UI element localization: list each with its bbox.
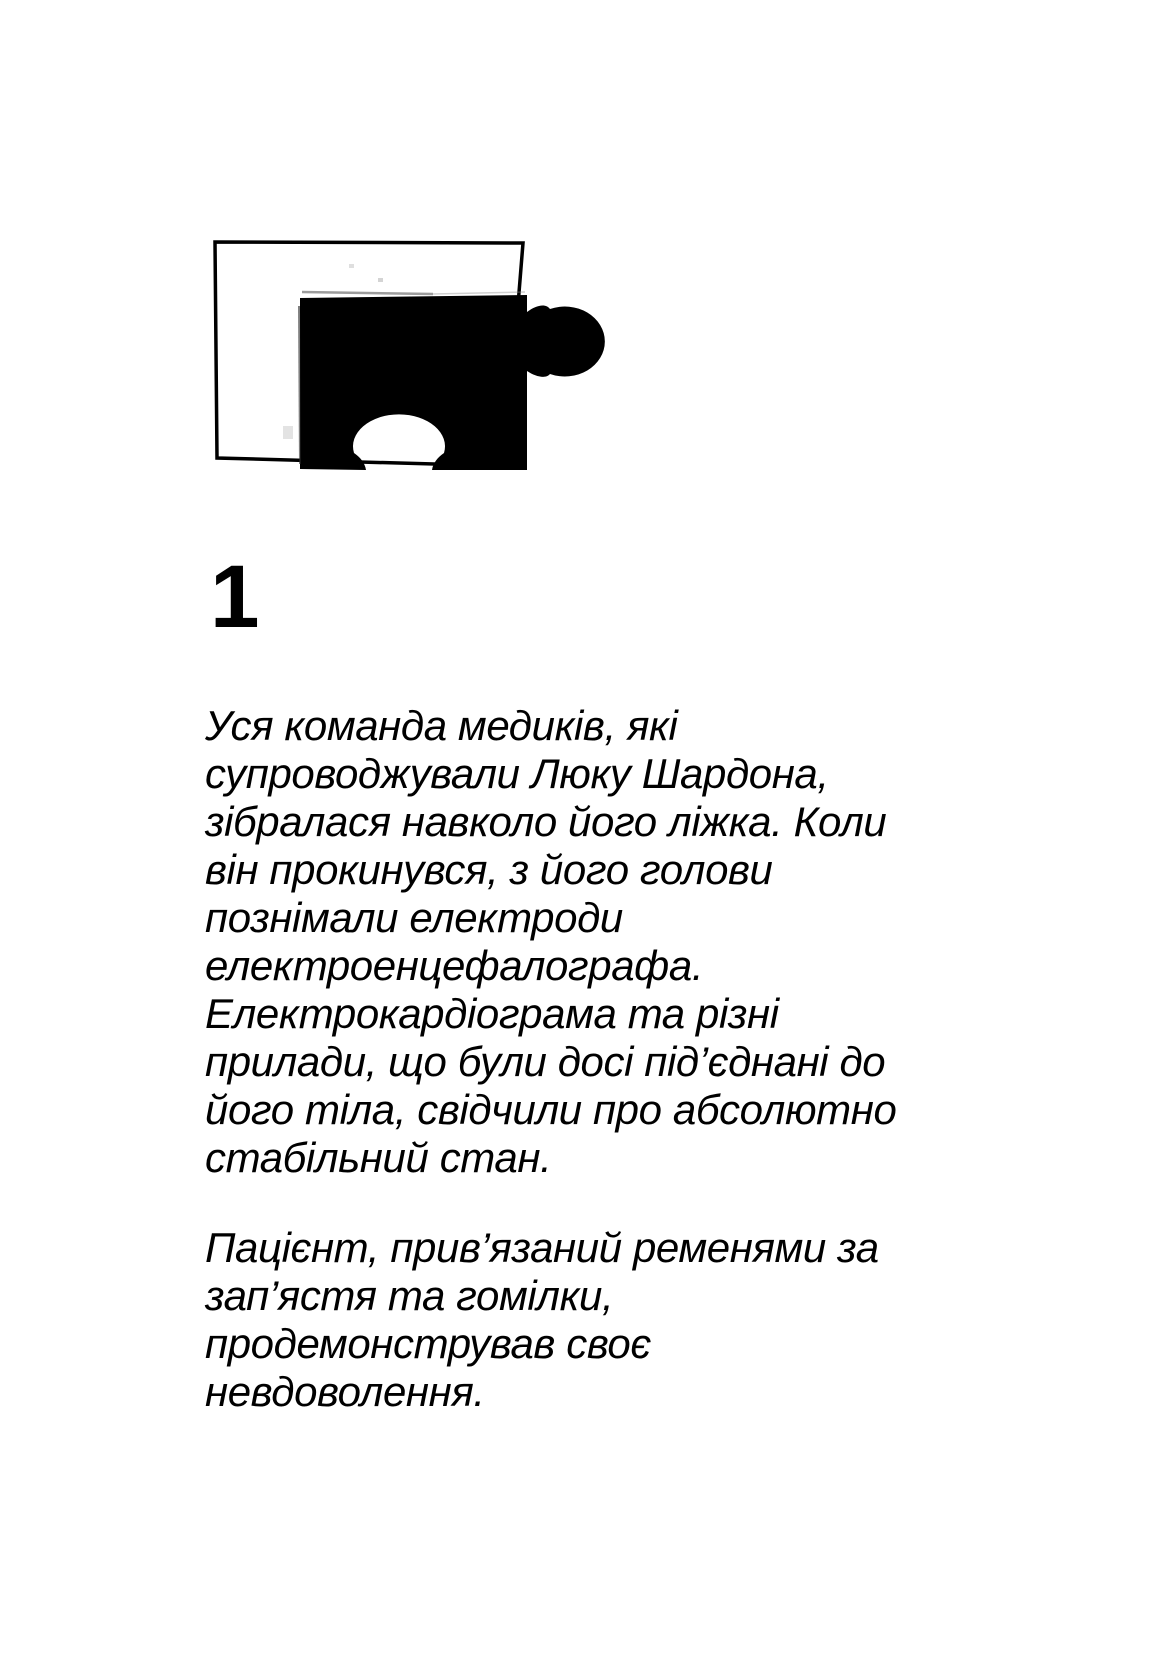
chapter-number: 1 — [210, 546, 260, 646]
scan-speck — [283, 426, 293, 439]
puzzle-piece-shape — [300, 295, 605, 470]
text-line: невдоволення. — [205, 1368, 485, 1415]
text-line: супроводжували Люку Шардона, — [205, 750, 829, 797]
text-line: Електрокардіограма та різні — [205, 990, 779, 1037]
scan-speck — [349, 264, 354, 268]
text-line: зібралася навколо його ліжка. Коли — [205, 798, 887, 845]
puzzle-piece-icon — [203, 226, 623, 476]
text-line: Уся команда медиків, які — [205, 702, 678, 749]
text-line: його тіла, свідчили про абсолютно — [205, 1086, 897, 1133]
text-line: продемонстрував своє — [205, 1320, 651, 1367]
text-line: зап’ястя та гомілки, — [205, 1272, 614, 1319]
text-line: стабільний стан. — [205, 1134, 552, 1181]
body-text — [205, 702, 965, 1416]
text-line: він прокинувся, з його голови — [205, 846, 773, 893]
text-line: прилади, що були досі під’єднані до — [205, 1038, 886, 1085]
text-line: електроенцефалографа. — [205, 942, 704, 989]
scan-speck — [378, 278, 383, 282]
text-line: познімали електроди — [205, 894, 623, 941]
scan-streak — [299, 306, 300, 464]
paragraph-2 — [205, 1224, 965, 1416]
text-line: Пацієнт, прив’язаний ременями за — [205, 1224, 879, 1271]
puzzle-piece-illustration — [203, 226, 623, 476]
paragraph-1 — [205, 702, 965, 1182]
